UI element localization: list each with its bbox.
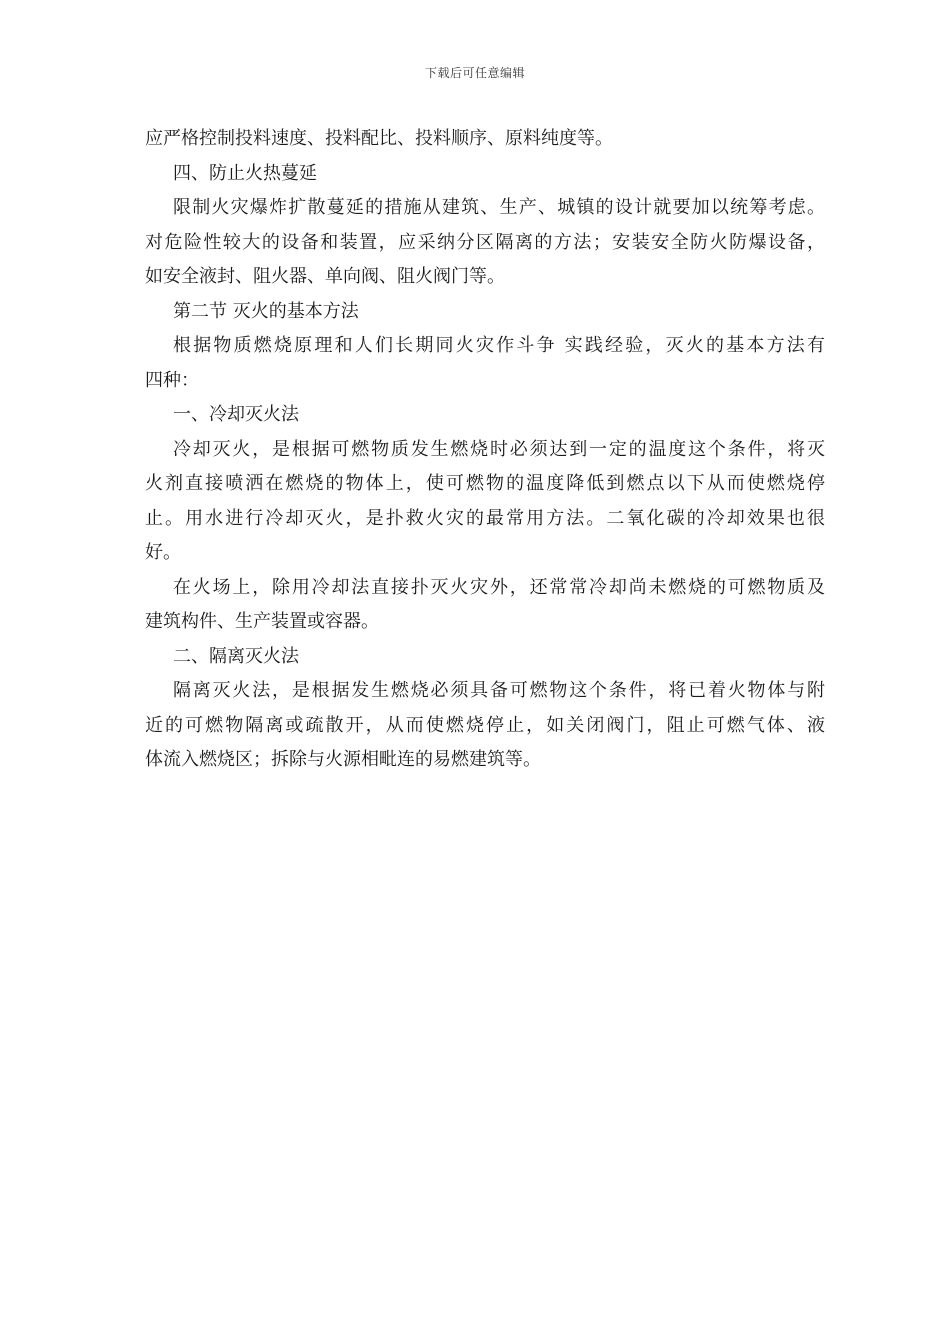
paragraph-line: 近的可燃物隔离或疏散开，从而使燃烧停止，如关闭阀门，阻止可燃气体、液 — [145, 714, 825, 736]
paragraph-line: 限制火灾爆炸扩散蔓延的措施从建筑、生产、城镇的设计就要加以统筹考虑。 — [173, 197, 825, 218]
paragraph-line: 冷却灭火，是根据可燃物质发生燃烧时必须达到一定的温度这个条件，将灭 — [173, 438, 825, 460]
paragraph-line: 四种： — [145, 369, 199, 391]
paragraph-line: 体流入燃烧区；拆除与火源相毗连的易燃建筑等。 — [145, 749, 541, 770]
paragraph-line: 止。用水进行冷却灭火，是扑救火灾的最常用方法。二氧化碳的冷却效果也很 — [145, 507, 825, 529]
paragraph-line: 好。 — [145, 542, 181, 563]
paragraph-line: 建筑构件、生产装置或容器。 — [145, 611, 379, 632]
paragraph-line: 对危险性较大的设备和装置，应采纳分区隔离的方法；安装安全防火防爆设备， — [145, 231, 825, 253]
chapter-heading: 第二节 灭火的基本方法 — [173, 300, 359, 322]
paragraph-line: 隔离灭火法，是根据发生燃烧必须具备可燃物这个条件，将已着火物体与附 — [173, 680, 825, 701]
paragraph-line: 火剂直接喷洒在燃烧的物体上，使可燃物的温度降低到燃点以下从而使燃烧停 — [145, 473, 825, 494]
paragraph-line: 在火场上，除用冷却法直接扑灭火灾外，还常常冷却尚未燃烧的可燃物质及 — [173, 576, 825, 598]
paragraph-line: 如安全液封、阻火器、单向阀、阻火阀门等。 — [145, 266, 505, 287]
document-body — [145, 122, 825, 778]
paragraph-line: 应严格控制投料速度、投料配比、投料顺序、原料纯度等。 — [145, 128, 613, 149]
section-heading: 四、防止火热蔓延 — [173, 162, 317, 184]
section-heading: 一、冷却灭火法 — [173, 404, 299, 425]
paragraph-line: 根据物质燃烧原理和人们长期同火灾作斗争 实践经验，灭火的基本方法有 — [173, 335, 825, 356]
page-header: 下载后可任意编辑 — [424, 66, 525, 80]
section-heading: 二、隔离灭火法 — [173, 645, 299, 667]
